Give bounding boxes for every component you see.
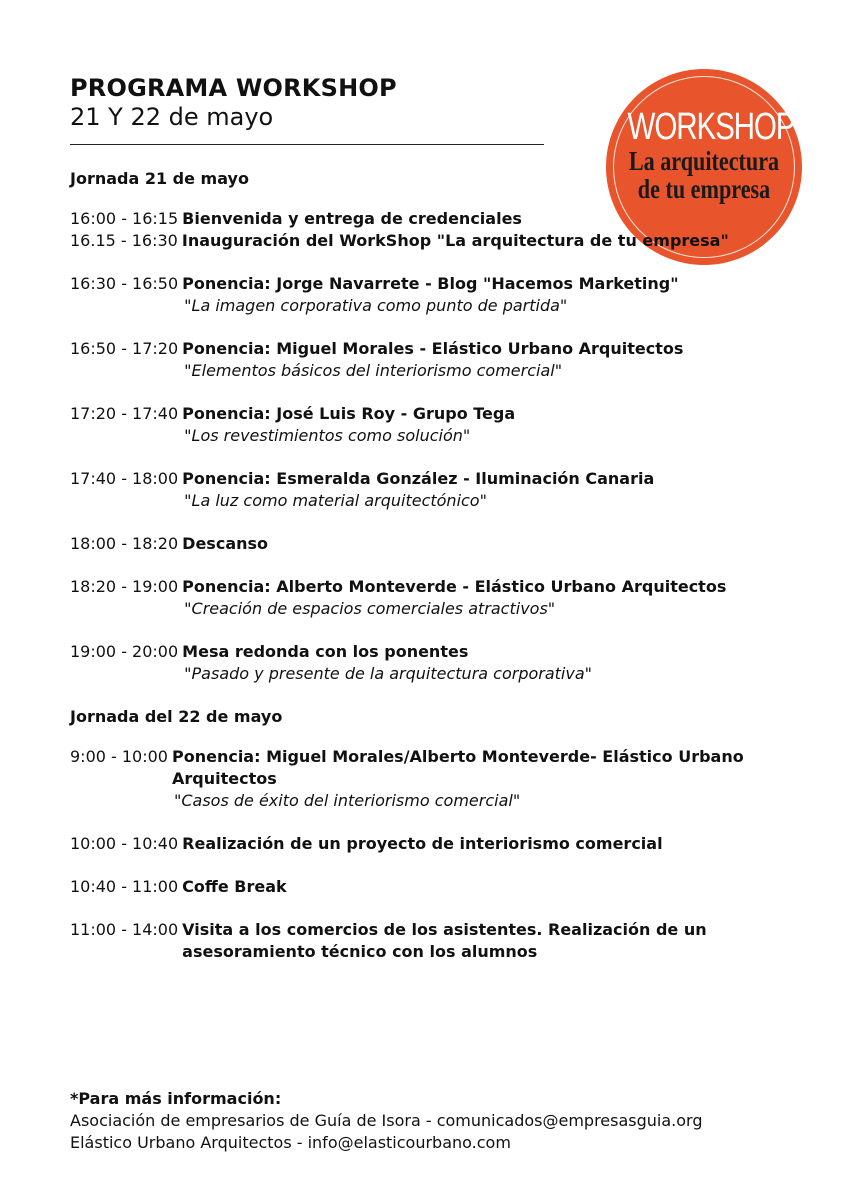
session-time: 10:40 - 11:00 [70, 877, 179, 896]
session-time: 9:00 - 10:00 [70, 747, 168, 766]
badge-line-1: WORKSHOP [627, 106, 795, 148]
session-description [182, 576, 790, 620]
day1-sessions [70, 208, 790, 685]
session-row [70, 468, 790, 512]
footer-lead: *Para más información: [70, 1089, 282, 1108]
program-content [70, 168, 790, 963]
session-description [172, 746, 790, 812]
session-quote: "Elementos básicos del interiorismo comercial" [184, 361, 563, 380]
session-title: Ponencia: José Luis Roy - Grupo Tega [182, 404, 516, 423]
session-time: 18:00 - 18:20 [70, 534, 179, 553]
page-title: PROGRAMA WORKSHOP [70, 74, 397, 102]
session-title: Ponencia: Alberto Monteverde - Elástico Urbano Arquitectos [182, 577, 727, 596]
session-description [182, 468, 790, 512]
session-time: 18:20 - 19:00 [70, 577, 179, 596]
session-title: Ponencia: Jorge Navarrete - Blog "Hacemos Marketing" [182, 274, 679, 293]
day2-sessions [70, 746, 790, 963]
session-time: 10:00 - 10:40 [70, 834, 179, 853]
session-quote: "Creación de espacios comerciales atractivos" [184, 599, 556, 618]
session-description [182, 533, 790, 555]
session-quote: "Pasado y presente de la arquitectura corporativa" [184, 664, 592, 683]
session-title: Bienvenida y entrega de credenciales [182, 209, 522, 228]
session-description [182, 833, 790, 855]
session-title: Inauguración del WorkShop "La arquitectura de tu empresa" [181, 231, 729, 250]
session-description [182, 876, 790, 898]
badge-line-3: de tu empresa [637, 174, 771, 204]
session-quote: "La luz como material arquitectónico" [184, 491, 487, 510]
session-title: Realización de un proyecto de interiorismo comercial [182, 834, 663, 853]
session-row [70, 833, 790, 855]
session-title: Visita a los comercios de los asistentes. Realización de un asesoramiento técnico con los alumnos [182, 920, 707, 961]
session-time: 16.15 - 16:30 [70, 231, 178, 250]
page-dates: 21 Y 22 de mayo [70, 103, 274, 131]
session-row [70, 230, 790, 252]
session-row [70, 338, 790, 382]
session-title: Ponencia: Esmeralda González - Iluminación Canaria [182, 469, 655, 488]
footer-contact-2: Elástico Urbano Arquitectos - info@elasticourbano.com [70, 1133, 511, 1152]
session-title: Descanso [182, 534, 269, 553]
badge-line-2: La arquitectura [628, 146, 780, 176]
session-description [182, 208, 790, 230]
session-time: 16:30 - 16:50 [70, 274, 179, 293]
session-quote: "La imagen corporativa como punto de partida" [184, 296, 568, 315]
session-row [70, 876, 790, 898]
footer-info [70, 1088, 703, 1154]
session-time: 19:00 - 20:00 [70, 642, 179, 661]
session-description [182, 338, 790, 382]
session-description [182, 403, 790, 447]
session-row [70, 919, 790, 963]
day2-title: Jornada del 22 de mayo [70, 707, 283, 726]
session-row [70, 746, 790, 812]
session-title: Ponencia: Miguel Morales/Alberto Monteverde- Elástico Urbano Arquitectos [171, 747, 744, 788]
session-time: 17:40 - 18:00 [70, 469, 179, 488]
session-description [182, 273, 790, 317]
session-row [70, 576, 790, 620]
session-time: 17:20 - 17:40 [70, 404, 179, 423]
session-time: 16:50 - 17:20 [70, 339, 179, 358]
title-divider [70, 144, 544, 145]
session-row [70, 641, 790, 685]
header [70, 74, 544, 132]
session-title: Coffe Break [182, 877, 287, 896]
session-row [70, 208, 790, 230]
session-row [70, 533, 790, 555]
session-quote: "Casos de éxito del interiorismo comercial" [173, 791, 521, 810]
session-description [182, 230, 790, 252]
session-row [70, 273, 790, 317]
session-time: 16:00 - 16:15 [70, 209, 179, 228]
footer-contact-1: Asociación de empresarios de Guía de Isora - comunicados@empresasguia.org [70, 1111, 703, 1130]
session-row [70, 403, 790, 447]
day1-title: Jornada 21 de mayo [70, 169, 249, 188]
session-time: 11:00 - 14:00 [70, 920, 179, 939]
session-description [182, 641, 790, 685]
session-title: Ponencia: Miguel Morales - Elástico Urbano Arquitectos [182, 339, 684, 358]
session-title: Mesa redonda con los ponentes [182, 642, 469, 661]
session-quote: "Los revestimientos como solución" [184, 426, 471, 445]
session-description [182, 919, 790, 963]
